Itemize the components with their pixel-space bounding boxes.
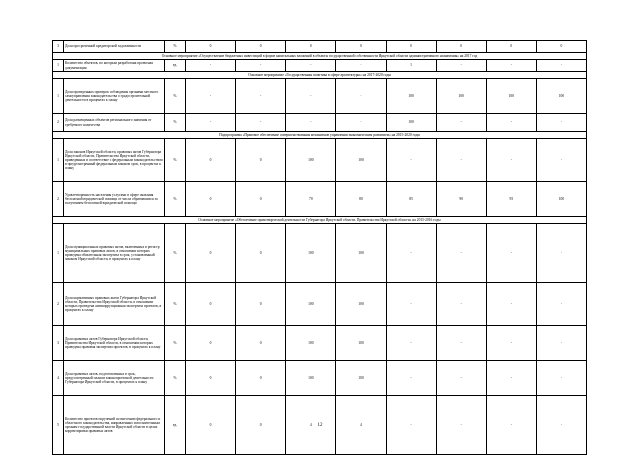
value-cell: 0 [186, 283, 236, 326]
value-cell: 0 [536, 41, 586, 53]
value-cell: 100 [286, 224, 336, 283]
value-cell: 0 [186, 361, 236, 396]
value-cell: 0 [186, 224, 236, 283]
value-cell: 0 [286, 41, 336, 53]
value-cell: - [236, 60, 286, 72]
value-cell: - [336, 79, 386, 114]
value-cell: - [536, 326, 586, 361]
table-row [53, 60, 587, 72]
value-cell: - [286, 60, 336, 72]
value-cell: - [436, 283, 486, 326]
value-cell: - [486, 114, 536, 132]
table-row [53, 224, 587, 283]
value-cell: 0 [486, 41, 536, 53]
value-cell: 100 [336, 361, 386, 396]
indicator-name-cell: Доля проведенных проверок соблюдения органами местного самоуправления законодательства о градостроительной деятельности в процентах к плану [64, 79, 165, 114]
value-cell: 1 [386, 60, 436, 72]
value-cell: - [436, 114, 486, 132]
value-cell: 0 [186, 396, 236, 455]
value-cell: 70 [286, 182, 336, 217]
table-row [53, 114, 587, 132]
section-title: Основное мероприятие «Государственная политика в сфере архитектуры» на 2017-2020 годы [53, 72, 587, 79]
table-row [53, 182, 587, 217]
row-number-cell: 1 [53, 60, 64, 72]
value-cell: - [486, 224, 536, 283]
row-number-cell: 2 [53, 182, 64, 217]
value-cell: - [386, 139, 436, 182]
unit-cell: % [165, 41, 186, 53]
value-cell: 0 [236, 396, 286, 455]
value-cell: - [436, 361, 486, 396]
value-cell: - [536, 139, 586, 182]
indicator-name-cell: Доля правовых актов, подготовленных в срок, предусмотренный планом законопроектной деятельности Губернатора Иркутской области, в процентах к плану [64, 361, 165, 396]
value-cell: 100 [536, 182, 586, 217]
value-cell: 95 [486, 182, 536, 217]
indicator-name-cell: Доля размещенных объектов регионального значения от требуемого количества [64, 114, 165, 132]
value-cell: 100 [436, 79, 486, 114]
indicator-name-cell: Количество объектов, по которым разработана проектная документация [64, 60, 165, 72]
indicator-name-cell: Количество проектов поручений по внесению федерального и областного законодательства, направленных исполнительным органам государственной власти Иркутской области в целях корректировки правовых актов [64, 396, 165, 455]
value-cell: - [386, 224, 436, 283]
table-row [53, 41, 587, 53]
value-cell: 0 [436, 41, 486, 53]
indicator-name-cell: Доля нормативных правовых актов Губернатора Иркутской области, Правительства Иркутской области, в отношении которых проведена антикоррупционная экспертиза проектов, в процентах к плану [64, 283, 165, 326]
value-cell: 0 [236, 326, 286, 361]
value-cell: 100 [536, 79, 586, 114]
value-cell: 80 [336, 182, 386, 217]
value-cell: 100 [336, 224, 386, 283]
value-cell: 0 [236, 283, 286, 326]
unit-cell: % [165, 79, 186, 114]
unit-cell: % [165, 182, 186, 217]
value-cell: 0 [236, 361, 286, 396]
value-cell: 100 [286, 326, 336, 361]
value-cell: - [536, 114, 586, 132]
value-cell: - [386, 396, 436, 455]
value-cell: - [386, 361, 436, 396]
section-title: Основное мероприятие «Обеспечение правотворческой деятельности Губернатора Иркутской области, Правительства Иркутской области» на 2015-2016 годы [53, 217, 587, 224]
value-cell: - [536, 283, 586, 326]
value-cell: - [386, 283, 436, 326]
value-cell: - [486, 361, 536, 396]
value-cell: - [486, 139, 536, 182]
indicator-name-cell: Доля правовых актов Губернатора Иркутской области, Правительства Иркутской области, в отношении которых проведена правовая экспертиза проектов, в процентах к плану [64, 326, 165, 361]
unit-cell: % [165, 139, 186, 182]
indicator-table-page [52, 40, 587, 455]
value-cell: - [286, 114, 336, 132]
value-cell: - [436, 326, 486, 361]
value-cell: - [436, 60, 486, 72]
unit-cell: % [165, 283, 186, 326]
indicator-name-cell: Доля просроченной кредиторской задолженности [64, 41, 165, 53]
unit-cell: % [165, 114, 186, 132]
value-cell: - [436, 139, 486, 182]
value-cell: - [486, 326, 536, 361]
value-cell: 0 [236, 182, 286, 217]
unit-cell: % [165, 224, 186, 283]
value-cell: - [186, 114, 236, 132]
table-row [53, 361, 587, 396]
value-cell: - [436, 396, 486, 455]
table-row [53, 283, 587, 326]
row-number-cell: 1 [53, 139, 64, 182]
value-cell: - [536, 224, 586, 283]
value-cell: 0 [186, 326, 236, 361]
value-cell: 0 [336, 41, 386, 53]
value-cell: 0 [186, 139, 236, 182]
indicator-name-cell: Доля муниципальных правовых актов, включенных в регистр муниципальных правовых актов, в отношении которых проведена обязательная экспертиза в срок, установленный законом Иркутской области, в процентах к плану [64, 224, 165, 283]
value-cell: 100 [286, 139, 336, 182]
value-cell: 0 [236, 41, 286, 53]
value-cell: 100 [336, 283, 386, 326]
row-number-cell: 1 [53, 224, 64, 283]
unit-cell: % [165, 361, 186, 396]
value-cell: - [536, 60, 586, 72]
value-cell: - [336, 114, 386, 132]
row-number-cell: 2 [53, 283, 64, 326]
table-row [53, 139, 587, 182]
indicator-table [52, 40, 587, 455]
value-cell: 85 [386, 182, 436, 217]
table-row [53, 79, 587, 114]
value-cell: 0 [186, 182, 236, 217]
indicator-name-cell: Доля законов Иркутской области, правовых актов Губернатора Иркутской области, Правительства Иркутской области, приведенных в соответствие с федеральным законодательством в предусмотренный федеральным законом срок, в процентах к плану [64, 139, 165, 182]
section-row [53, 72, 587, 79]
value-cell: - [236, 79, 286, 114]
value-cell: - [536, 396, 586, 455]
section-title: Основное мероприятие «Осуществление бюджетных инвестиций в форме капитальных вложений в объекты государственной собственности Иркутской области административного назначения» на 2017 год [53, 53, 587, 60]
row-number-cell: 3 [53, 41, 64, 53]
indicator-name-cell: Удовлетворенность населения услугами в сфере оказания бесплатной юридической помощи от числа обратившихся за получением бесплатной юридической помощи [64, 182, 165, 217]
value-cell: - [486, 396, 536, 455]
value-cell: 100 [286, 283, 336, 326]
value-cell: 0 [236, 139, 286, 182]
value-cell: 100 [386, 114, 436, 132]
value-cell: - [486, 60, 536, 72]
value-cell: 100 [336, 139, 386, 182]
unit-cell: % [165, 326, 186, 361]
row-number-cell: 5 [53, 396, 64, 455]
value-cell: - [336, 60, 386, 72]
value-cell: 100 [286, 361, 336, 396]
value-cell: - [286, 79, 336, 114]
section-title: Подпрограмма «Правовое обеспечение совершенствования механизмов управления экономическим развитием» на 2015-2020 годы [53, 132, 587, 139]
value-cell: - [186, 60, 236, 72]
section-row [53, 53, 587, 60]
unit-cell: ед. [165, 60, 186, 72]
value-cell: - [436, 224, 486, 283]
value-cell: 4 [286, 396, 336, 455]
value-cell: 0 [236, 224, 286, 283]
row-number-cell: 2 [53, 114, 64, 132]
section-row [53, 217, 587, 224]
value-cell: - [486, 283, 536, 326]
table-row [53, 326, 587, 361]
value-cell: 100 [486, 79, 536, 114]
row-number-cell: 4 [53, 361, 64, 396]
unit-cell: ед. [165, 396, 186, 455]
value-cell: 4 [336, 396, 386, 455]
row-number-cell: 1 [53, 79, 64, 114]
value-cell: 0 [386, 41, 436, 53]
value-cell: - [186, 79, 236, 114]
value-cell: 90 [436, 182, 486, 217]
value-cell: - [536, 361, 586, 396]
section-row [53, 132, 587, 139]
page-number: 12 [317, 423, 323, 428]
value-cell: 100 [386, 79, 436, 114]
value-cell: 100 [336, 326, 386, 361]
row-number-cell: 3 [53, 326, 64, 361]
value-cell: 0 [186, 41, 236, 53]
value-cell: - [386, 326, 436, 361]
value-cell: - [236, 114, 286, 132]
